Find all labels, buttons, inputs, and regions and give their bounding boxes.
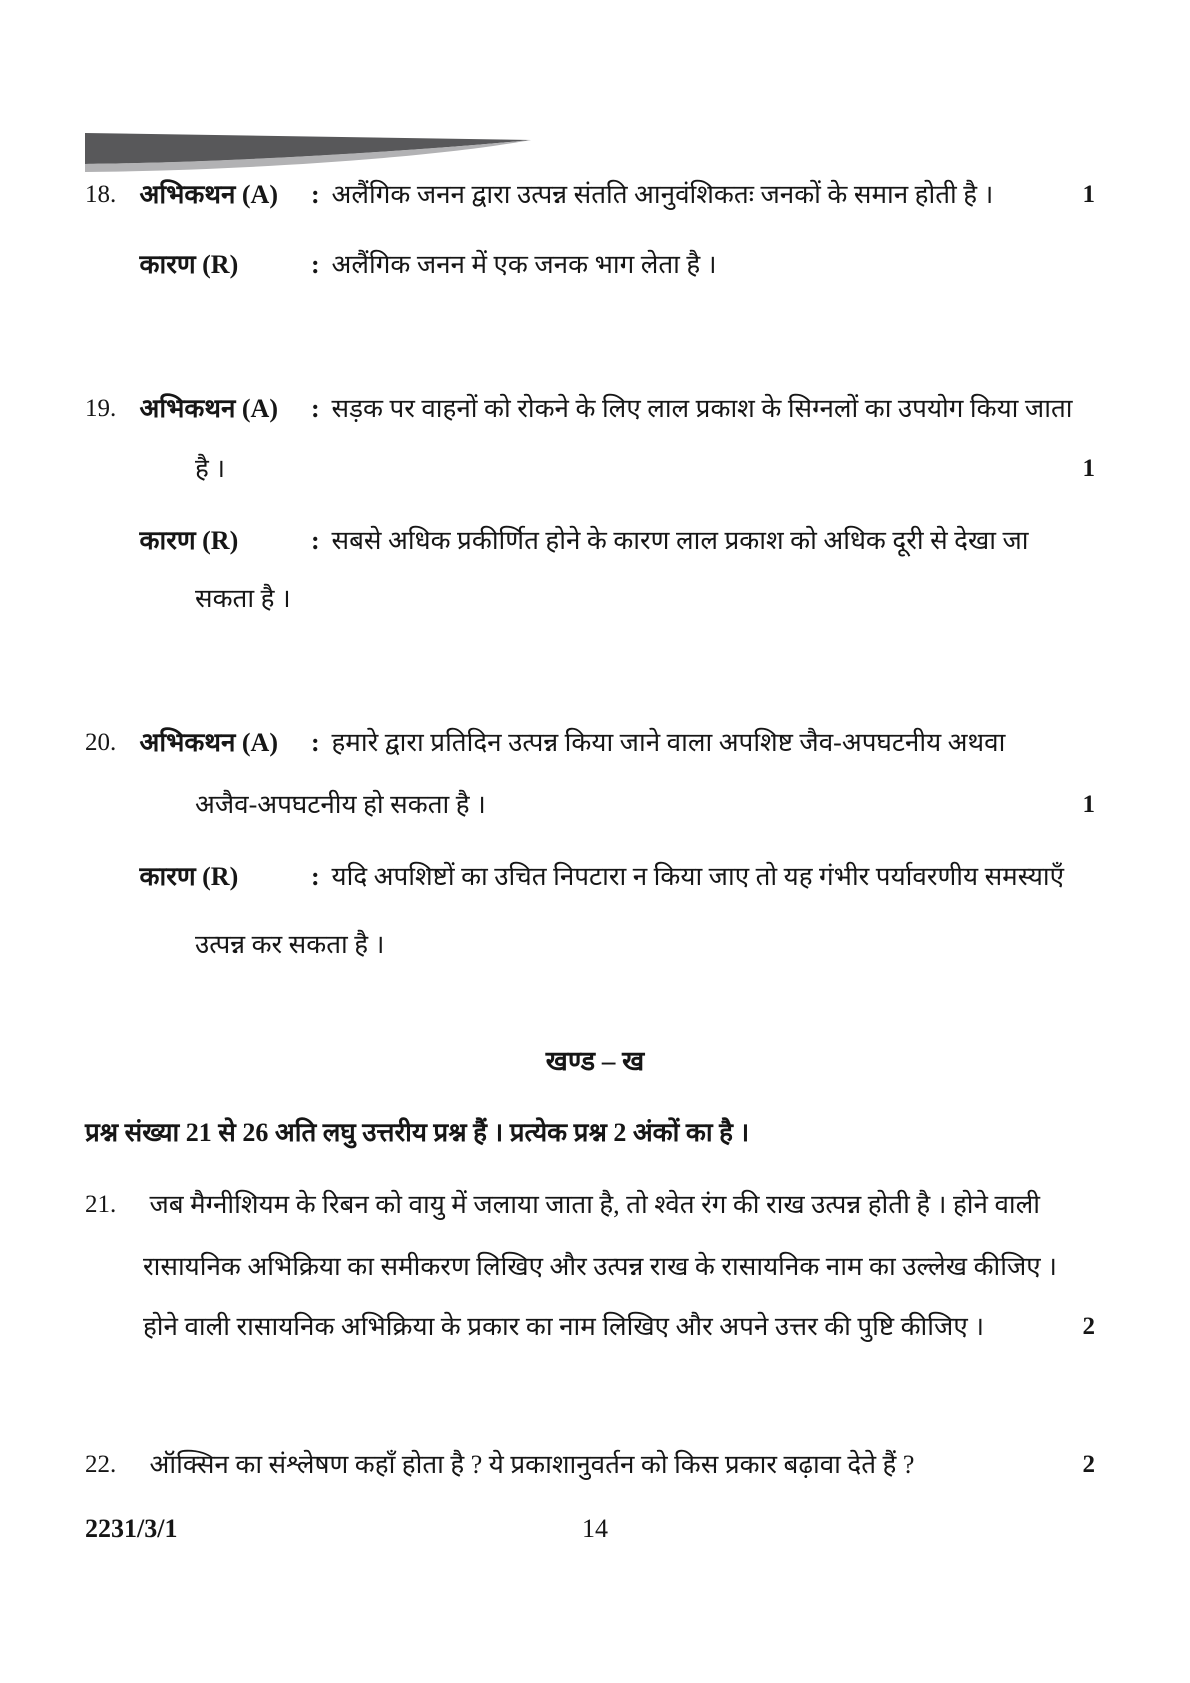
assertion-label: अभिकथन (A): [139, 728, 278, 757]
reason-label: कारण (R): [139, 250, 239, 279]
question-20-reason-continuation: [85, 928, 1105, 962]
reason-label: कारण (R): [139, 526, 239, 555]
question-21-continuation: [85, 1250, 1105, 1284]
assertion-label: अभिकथन (A): [139, 394, 278, 423]
question-text-line: होने वाली रासायनिक अभिक्रिया के प्रकार का नाम लिखिए और अपने उत्तर की पुष्टि कीजिए ।: [143, 1312, 985, 1341]
marks-badge: 2: [1082, 1451, 1095, 1478]
question-20-assertion-continuation: [85, 788, 1105, 822]
question-number: 21.: [85, 1191, 117, 1218]
question-number: 22.: [85, 1451, 117, 1478]
assertion-text-line: है ।: [195, 454, 226, 483]
footer-page-number: 14: [582, 1514, 608, 1543]
marks-badge: 1: [1082, 455, 1095, 482]
assertion-text-line: अलैंगिक जनन द्वारा उत्पन्न संतति आनुवंशिकतः जनकों के समान होती है ।: [331, 180, 994, 209]
colon-separator: :: [311, 394, 320, 423]
exam-page-content: [85, 0, 1105, 1546]
assertion-text-line: हमारे द्वारा प्रतिदिन उत्पन्न किया जाने वाला अपशिष्ट जैव-अपघटनीय अथवा: [331, 728, 1006, 757]
question-20-reason-row: [85, 860, 1105, 894]
colon-separator: :: [311, 250, 320, 279]
assertion-text-line: सड़क पर वाहनों को रोकने के लिए लाल प्रकाश के सिग्नलों का उपयोग किया जाता: [331, 394, 1073, 423]
footer-paper-code: 2231/3/1: [85, 1514, 178, 1543]
colon-separator: :: [311, 862, 320, 891]
question-21: [85, 1188, 1105, 1344]
question-19-reason-row: [85, 524, 1105, 558]
question-19-reason-continuation: [85, 582, 1105, 616]
question-number: 20.: [85, 729, 117, 756]
reason-text-line: अलैंगिक जनन में एक जनक भाग लेता है ।: [331, 250, 717, 279]
question-20: [85, 726, 1105, 962]
question-text-line: रासायनिक अभिक्रिया का समीकरण लिखिए और उत्पन्न राख के रासायनिक नाम का उल्लेख कीजिए ।: [143, 1252, 1058, 1281]
question-20-assertion-row: [85, 726, 1105, 760]
reason-text-line: सबसे अधिक प्रकीर्णित होने के कारण लाल प्रकाश को अधिक दूरी से देखा जा: [331, 526, 1029, 555]
question-text-line: ऑक्सिन का संश्लेषण कहाँ होता है ? ये प्रकाशानुवर्तन को किस प्रकार बढ़ावा देते हैं ?: [149, 1450, 915, 1479]
question-21-row: [85, 1188, 1105, 1222]
reason-label: कारण (R): [139, 862, 239, 891]
question-21-continuation: [85, 1310, 1105, 1344]
question-number: 19.: [85, 395, 117, 422]
question-22-row: [85, 1448, 1105, 1482]
question-18-reason-row: [85, 248, 1105, 282]
page-footer: [85, 1512, 1105, 1546]
question-18-assertion-row: [85, 178, 1105, 212]
colon-separator: :: [311, 526, 320, 555]
question-text-line: जब मैग्नीशियम के रिबन को वायु में जलाया जाता है, तो श्वेत रंग की राख उत्पन्न होती है । होने वाली: [149, 1190, 1041, 1219]
marks-badge: 1: [1082, 791, 1095, 818]
colon-separator: :: [311, 728, 320, 757]
reason-text-line: सकता है ।: [195, 584, 291, 613]
question-19-assertion-continuation: [85, 452, 1105, 486]
question-18: [85, 178, 1105, 282]
question-19-assertion-row: [85, 392, 1105, 426]
question-19: [85, 392, 1105, 616]
reason-text-line: यदि अपशिष्टों का उचित निपटारा न किया जाए तो यह गंभीर पर्यावरणीय समस्याएँ: [331, 862, 1065, 891]
reason-text-line: उत्पन्न कर सकता है ।: [195, 930, 385, 959]
assertion-text-line: अजैव-अपघटनीय हो सकता है ।: [195, 790, 486, 819]
marks-badge: 2: [1082, 1313, 1095, 1340]
question-number: 18.: [85, 181, 117, 208]
marks-badge: 1: [1082, 181, 1095, 208]
assertion-label: अभिकथन (A): [139, 180, 278, 209]
question-22: [85, 1448, 1105, 1482]
section-heading: खण्ड – ख: [545, 1046, 645, 1076]
colon-separator: :: [311, 180, 320, 209]
section-instruction: प्रश्न संख्या 21 से 26 अति लघु उत्तरीय प्रश्न हैं । प्रत्येक प्रश्न 2 अंकों का है ।: [85, 1118, 750, 1147]
